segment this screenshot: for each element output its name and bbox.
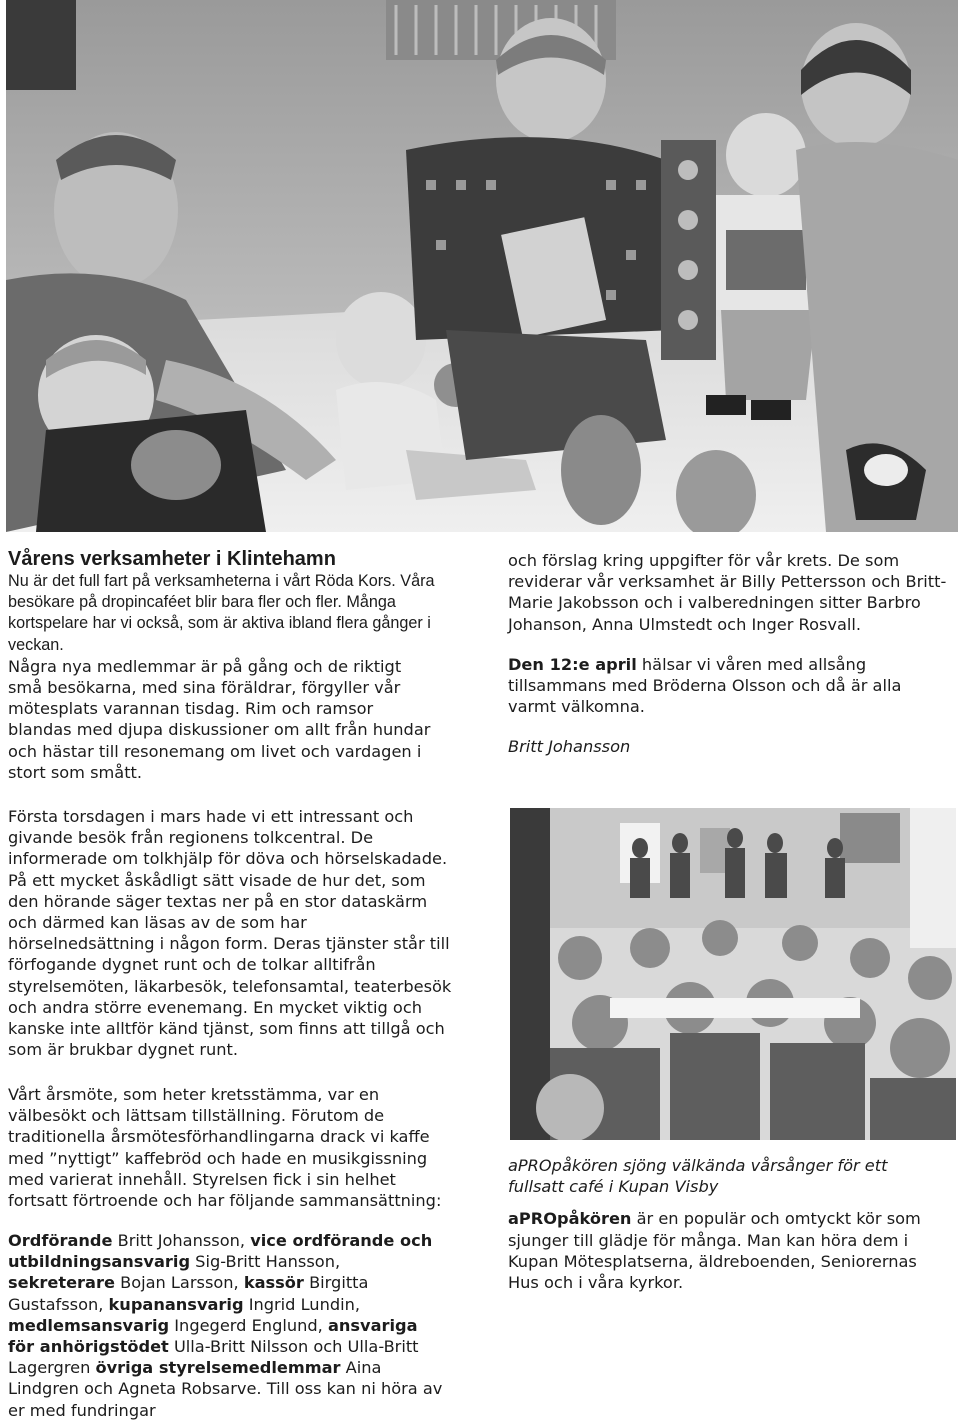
article-heading: Vårens verksamheter i Klintehamn [8, 548, 336, 570]
paragraph-tolkcentral: Första torsdagen i mars hade vi ett intressant och givande besök från regionens tolkcentral. De informerade om tolkhjälp för döva och hörselskadade. På ett mycket åskådligt sätt visade de hur det, som den hörande säger textas ner på en stor dataskärm och därmed kan läsas av de som har hörselnedsättning i någon form. Deras tjänster står till förfogande dygnet runt och de tolkar alltifrån styrelsemöten, läkarbesök, telefonsamtal, teaterbesök och andra större evenemang. En mycket viktig och kanske inte alltför känd tjänst, som finns att tillgå och som är brukbar dygnet runt. [8, 807, 452, 1060]
paragraph-continued: och förslag kring uppgifter för vår krets. De som reviderar vår verksamhet är Billy Pettersson och Britt-Marie Jakobsson och i valberedningen sitter Barbro Johanson, Anna Ulmstedt och Inger Rosvall. [508, 551, 947, 634]
intro-paragraph: Nu är det full fart på verksamheterna i vårt Röda Kors. Våra besökare på dropincaféet blir bara fler och fler. Många kortspelare har vi också, som är aktiva ibland flera gånger i veckan. [8, 572, 435, 654]
family-group-photo [6, 0, 958, 532]
name-anhorigstod: Ulla-Britt Nilsson och Ulla-Britt Lagergren [8, 1337, 419, 1378]
role-ovriga: övriga styrelsemedlemmar [95, 1358, 341, 1378]
name-ordforande: Britt Johansson, [112, 1231, 251, 1250]
role-kupanansvarig: kupanansvarig [108, 1294, 244, 1314]
paragraph-1-rest: Några nya medlemmar är på gång och de riktigt små besökarna, med sina föräldrar, förgyller vår mötesplats varannan tisdag. Rim och ramsor blandas med djupa diskussioner om allt från hundar och hästar till resonemang om livet och vardagen i stort som smått. [8, 656, 431, 782]
photo-caption: aPROpåkören sjöng välkända vårsånger för ett fullsatt café i Kupan Visby [508, 1156, 888, 1197]
name-vice-ordforande: Sig-Britt Hansson, [190, 1252, 341, 1272]
role-vice-ordforande: vice ordförande och utbildningsansvarig [8, 1231, 433, 1272]
role-kassor: kassör [243, 1273, 304, 1293]
board-members [8, 1230, 448, 1421]
allsang-text: hälsar vi våren med allsång tillsammans med Bröderna Olsson och då är alla varmt välkomna. [508, 654, 902, 717]
paragraph-arsmote: Vårt årsmöte, som heter kretsstämma, var en välbesökt och lättsam tillställning. Förutom de traditionella årsmötesförhandlingarna drack vi kaffe med ”nyttigt” kaffebröd och hade en musikgissning med varierat innehåll. Styrelsen fick i sin helhet fortsatt förtroende och har följande sammansättning: [8, 1085, 442, 1211]
choir-paragraph [508, 1208, 948, 1293]
role-medlemsansvarig: medlemsansvarig [8, 1315, 170, 1335]
name-kupanansvarig: Ingrid Lundin, [243, 1294, 361, 1314]
paragraph-allsang [508, 654, 954, 718]
date-highlight: Den 12:e april [508, 654, 637, 674]
name-medlemsansvarig: Ingegerd Englund, [169, 1315, 328, 1335]
signature: Britt Johansson [508, 737, 631, 757]
choir-description: är en populär och omtyckt kör som sjunger till glädje för många. Man kan höra dem i Kupan Mötesplatserna, äldreboenden, Seniorernas Hus och i våra kyrkor. [508, 1209, 921, 1293]
role-ordforande: Ordförande [8, 1231, 113, 1250]
name-kassor: Birgitta Gustafsson, [8, 1273, 369, 1314]
role-sekreterare: sekreterare [8, 1273, 115, 1293]
name-ovriga: Aina Lindgren och Agneta Robsarve. Till oss kan ni höra av er med fundringar [8, 1358, 443, 1420]
choir-cafe-photo [510, 808, 956, 1140]
choir-name: aPROpåkören [508, 1209, 632, 1229]
name-sekreterare: Bojan Larsson, [114, 1273, 244, 1293]
role-anhorigstod: ansvariga för anhörigstödet [8, 1315, 418, 1357]
